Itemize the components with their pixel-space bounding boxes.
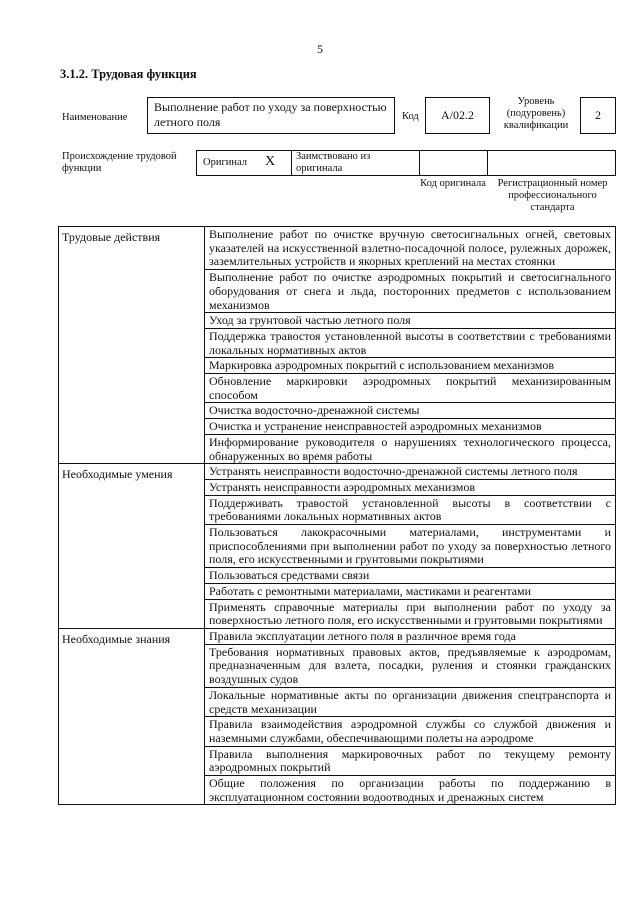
list-item: Пользоваться лакокрасочными материалами, инструментами и приспособлениями при выполнении работ по уходу за поверхностью летного поля, его искусственными и грунтовыми покрытиями <box>205 525 615 568</box>
borrowed-cell <box>292 151 420 175</box>
list-item: Выполнение работ по очистке вручную светосигнальных огней, световых указателей на искусственной взлетно-посадочной полосе, рулежных дорожек, заземлительных устройств и якорных креплений на местах стоянки <box>205 227 615 270</box>
table-row <box>59 227 616 464</box>
list-item: Поддержка травостоя установленной высоты в соответствии с требованиями локальных нормативных актов <box>205 329 615 358</box>
original-cell <box>197 151 292 175</box>
code-value-box: А/02.2 <box>425 97 490 134</box>
list-item: Пользоваться средствами связи <box>205 568 615 584</box>
section-title: Необходимые знания <box>59 628 205 804</box>
list-item: Уход за грунтовой частью летного поля <box>205 313 615 329</box>
level-value-box: 2 <box>580 97 616 134</box>
function-name-box: Выполнение работ по уходу за поверхностью летного поля <box>147 97 395 134</box>
list-item: Выполнение работ по очистке аэродромных покрытий и светосигнального оборудования от снега и льда, посторонних предметов с использованием механизмов <box>205 270 615 313</box>
list-item: Правила эксплуатации летного поля в различное время года <box>205 629 615 645</box>
section-items <box>205 227 616 464</box>
table-row <box>59 464 616 629</box>
reg-number-cell <box>488 151 615 175</box>
list-item: Информирование руководителя о нарушениях технологического процесса, обнаруженных во время работы <box>209 434 611 463</box>
list-item: Правила взаимодействия аэродромной службы со службой движения и наземными службами, обеспечивающими полеты на аэродроме <box>205 717 615 746</box>
code-label: Код <box>402 111 419 122</box>
list-item: Устранять неисправности аэродромных механизмов <box>205 480 615 496</box>
list-item: Поддерживать травостой установленной высоты в соответствии с требованиями локальных нормативных актов <box>205 496 615 525</box>
original-mark: X <box>265 154 276 169</box>
list-item: Общие положения по организации работы по поддержанию в эксплуатационном состоянии водоотводных и дренажных систем <box>209 776 611 804</box>
list-item: Работать с ремонтными материалами, мастиками и реагентами <box>205 584 615 600</box>
borrowed-label: Заимствовано из оригинала <box>296 151 371 174</box>
section-heading: 3.1.2. Трудовая функция <box>60 67 197 81</box>
list-item: Устранять неисправности водосточно-дренажной системы летного поля <box>205 464 615 480</box>
list-item: Локальные нормативные акты по организации движения спецтранспорта и средств механизации <box>205 688 615 717</box>
table-row <box>59 628 616 804</box>
section-items <box>205 628 616 804</box>
section-title: Необходимые умения <box>59 464 205 629</box>
section-items <box>205 464 616 629</box>
section-title: Трудовые действия <box>59 227 205 464</box>
name-label: Наименование <box>62 112 128 123</box>
list-item: Применять справочные материалы при выполнении работ по уходу за поверхностью летного поля, его искусственными и грунтовыми покрытиями <box>209 599 611 628</box>
original-label: Оригинал <box>203 157 247 168</box>
code-caption: Код оригинала <box>420 178 486 189</box>
list-item: Очистка и устранение неисправностей аэродромных механизмов <box>205 419 615 435</box>
origin-row <box>196 150 616 176</box>
reg-caption: Регистрационный номер профессионального стандарта <box>497 178 608 213</box>
list-item: Правила выполнения маркировочных работ по текущему ремонту аэродромных покрытий <box>205 747 615 776</box>
level-label: Уровень (подуровень) квалификации <box>503 96 569 131</box>
page-number: 5 <box>317 42 323 56</box>
origin-label: Происхождение трудовой функции <box>62 151 177 174</box>
original-code-cell <box>420 151 488 175</box>
list-item: Обновление маркировки аэродромных покрытий механизированным способом <box>205 374 615 403</box>
function-table <box>58 226 616 805</box>
list-item: Очистка водосточно-дренажной системы <box>205 403 615 419</box>
list-item: Маркировка аэродромных покрытий с использованием механизмов <box>205 358 615 374</box>
list-item: Требования нормативных правовых актов, предъявляемые к аэродромам, предназначенным для взлета, посадки, руления и стоянки гражданских воздушных судов <box>205 645 615 688</box>
